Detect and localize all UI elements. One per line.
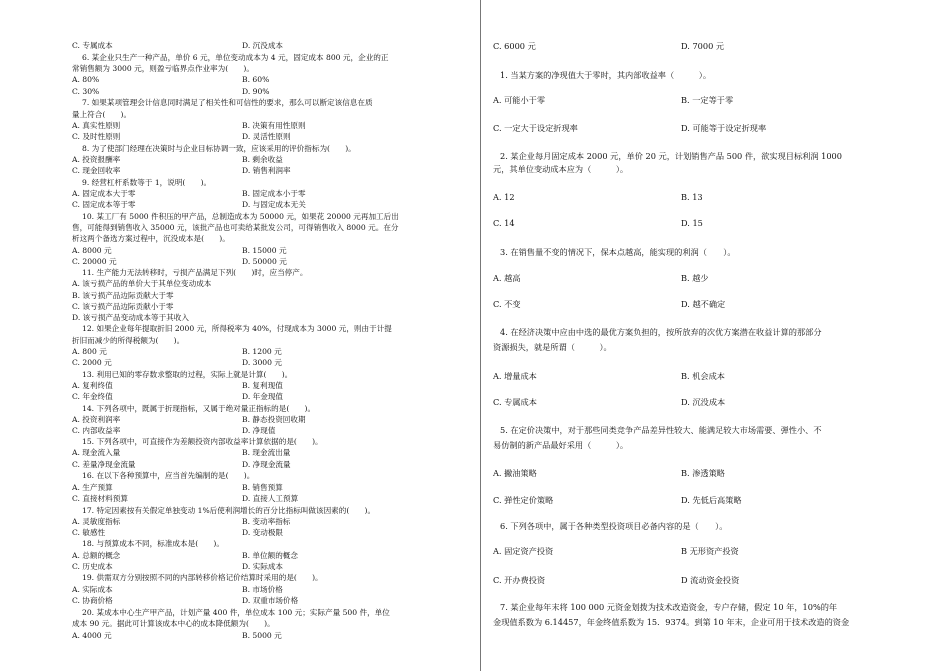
option-row: C. 及时性原则 xyxy=(72,132,121,141)
question-text: 14. 下列各项中，既属于折现指标，又属于绝对量正指标的是( )。 xyxy=(82,404,316,413)
option-row: C. 30% xyxy=(72,87,100,96)
question-text: 2. 某企业每月固定成本 2000 元，单价 20 元，计划销售产品 500 件，欲实现目标利润 1000 xyxy=(500,151,842,161)
option-row: A. 固定资产投资 xyxy=(493,546,554,556)
option-right: B. 60% xyxy=(242,75,270,84)
option-row: A. 复利终值 xyxy=(72,381,113,390)
option-row: A. 固定成本大于零 xyxy=(72,189,136,198)
option-row: A. 真实性原则 xyxy=(72,121,121,130)
question-text-continued: 易仿制的新产品最好采用（ ）。 xyxy=(493,440,629,450)
option-row: C. 专属成本 xyxy=(493,397,537,407)
option-right: D. 沉没成本 xyxy=(681,397,726,407)
option-right: D. 沉没成本 xyxy=(242,41,284,50)
option-row: C. 该亏损产品边际贡献小于零 xyxy=(72,302,174,311)
option-right: B. 单位额的概念 xyxy=(242,551,298,560)
option-row: C. 年金终值 xyxy=(72,392,113,401)
question-text-continued: 成本 90 元。据此可计算该成本中心的成本降低额为( )。 xyxy=(72,619,275,628)
option-right: D. 年金现值 xyxy=(242,392,284,401)
option-row: C. 差量净现金流量 xyxy=(72,460,136,469)
option-right: D. 越不确定 xyxy=(681,299,726,309)
option-row: A. 生产预算 xyxy=(72,483,113,492)
option-right: B. 变动率指标 xyxy=(242,517,291,526)
option-row: A. 4000 元 xyxy=(72,631,112,640)
question-text: 17. 特定因素按有关假定单独变动 1%后使利润增长的百分比指标叫做该因素的( )。 xyxy=(82,506,376,515)
question-text: 10. 某工厂有 5000 件积压的甲产品，总制造成本为 50000 元，如果花 20000 元再加工后出 xyxy=(82,212,399,221)
option-row: A. 该亏损产品的单价大于其单位变动成本 xyxy=(72,279,212,288)
option-right: D. 15 xyxy=(681,218,703,228)
right-column xyxy=(481,0,950,671)
option-row: A. 投资利润率 xyxy=(72,415,121,424)
option-row: C. 现金回收率 xyxy=(72,166,121,175)
option-right: B. 现金流出量 xyxy=(242,448,291,457)
option-row: C. 弹性定价策略 xyxy=(493,495,554,505)
option-right: D. 50000 元 xyxy=(242,257,287,266)
option-row: C. 20000 元 xyxy=(72,257,117,266)
option-row: C. 专属成本 xyxy=(72,41,113,50)
option-right: B. 5000 元 xyxy=(242,631,282,640)
option-row: A. 12 xyxy=(493,192,515,202)
question-text-continued: 折旧而减少的所得税额为( )。 xyxy=(72,336,185,345)
question-text: 1. 当某方案的净现值大于零时，其内部收益率（ ）。 xyxy=(500,70,712,80)
option-row: A. 灵敏度指标 xyxy=(72,517,121,526)
option-right: D. 直接人工预算 xyxy=(242,494,299,503)
option-right: D. 先低后高策略 xyxy=(681,495,742,505)
option-right: B 无形资产投资 xyxy=(681,546,739,556)
question-text-continued: 析这两个备选方案过程中，沉没成本是( )。 xyxy=(72,234,230,243)
option-row: A. 总额的概念 xyxy=(72,551,121,560)
option-row: C. 历史成本 xyxy=(72,562,113,571)
option-right: B. 一定等于零 xyxy=(681,95,734,105)
question-text: 6. 某企业只生产一种产品，单价 6 元，单位变动成本为 4 元，固定成本 800 元，企业的正 xyxy=(82,53,389,62)
option-right: D. 7000 元 xyxy=(681,41,725,51)
option-right: D. 变动极限 xyxy=(242,528,284,537)
option-row: C. 2000 元 xyxy=(72,358,112,367)
question-text: 15. 下列各项中，可直接作为差额投资内部收益率计算依据的是( )。 xyxy=(82,437,323,446)
option-right: D. 实际成本 xyxy=(242,562,284,571)
option-right: B. 渗透策略 xyxy=(681,468,725,478)
option-right: D. 净现值 xyxy=(242,426,276,435)
option-right: D 流动资金投资 xyxy=(681,575,740,585)
option-row: A. 可能小于零 xyxy=(493,95,546,105)
option-row: A. 8000 元 xyxy=(72,246,112,255)
question-text: 9. 经营杠杆系数等于 1，说明( )。 xyxy=(82,178,212,187)
question-text: 18. 与预算成本不同，标准成本是( )。 xyxy=(82,539,224,548)
option-row: C. 6000 元 xyxy=(493,41,536,51)
option-right: B. 15000 元 xyxy=(242,246,287,255)
question-text: 5. 在定价决策中，对于那些同类竞争产品差异性较大、能满足较大市场需要、弹性小、不 xyxy=(500,425,822,435)
option-row: A. 实际成本 xyxy=(72,585,113,594)
question-text: 4. 在经济决策中应由中选的最优方案负担的，按所放弃的次优方案潜在收益计算的那部分 xyxy=(500,327,822,337)
option-right: B. 市场价格 xyxy=(242,585,283,594)
question-text-continued: 金现值系数为 6.14457，年金终值系数为 15．9374。到第 10 年末，企业可用于技术改造的资金 xyxy=(493,617,850,627)
question-text: 6. 下列各项中，属于各种类型投资项目必备内容的是（ ）。 xyxy=(500,521,728,531)
question-text: 8. 为了使部门经理在决策时与企业目标协调一致，应该采用的评价指标为( )。 xyxy=(82,144,356,153)
option-right: D. 90% xyxy=(242,87,270,96)
question-text: 16. 在以下各种预算中，应当首先编制的是( )。 xyxy=(82,471,255,480)
option-right: B. 越少 xyxy=(681,273,709,283)
question-text-continued: 量上符合( )。 xyxy=(72,110,132,119)
option-row: A. 80% xyxy=(72,75,100,84)
option-row: A. 投资报酬率 xyxy=(72,155,121,164)
option-row: C. 内部收益率 xyxy=(72,426,121,435)
option-row: A. 撇油策略 xyxy=(493,468,537,478)
option-right: B. 1200 元 xyxy=(242,347,282,356)
question-text: 3. 在销售量不变的情况下，保本点越高，能实现的利润（ ）。 xyxy=(500,247,736,257)
option-right: B. 固定成本小于零 xyxy=(242,189,306,198)
option-right: D. 销售利润率 xyxy=(242,166,291,175)
option-row: D. 该亏损产品变动成本等于其收入 xyxy=(72,313,189,322)
option-row: C. 协商价格 xyxy=(72,596,113,605)
option-row: C. 开办费投资 xyxy=(493,575,546,585)
option-row: C. 14 xyxy=(493,218,515,228)
option-right: D. 3000 元 xyxy=(242,358,282,367)
option-right: D. 灵活性原则 xyxy=(242,132,291,141)
option-row: A. 800 元 xyxy=(72,347,107,356)
option-right: B. 静态投资回收期 xyxy=(242,415,306,424)
question-text-continued: 元，其单位变动成本应为（ ）。 xyxy=(493,164,629,174)
question-text-continued: 资源损失，就是所谓（ ）。 xyxy=(493,342,612,352)
option-row: C. 一定大于设定折现率 xyxy=(493,123,578,133)
option-right: D. 双重市场价格 xyxy=(242,596,299,605)
option-row: A. 越高 xyxy=(493,273,521,283)
option-row: C. 固定成本等于零 xyxy=(72,200,136,209)
question-text: 7. 某企业每年末将 100 000 元资金划拨为技术改造资金，专户存储，假定 10 年，10%的年 xyxy=(500,602,838,612)
question-text-continued: 常销售额为 3000 元，则盈亏临界点作业率为( )。 xyxy=(72,64,254,73)
option-right: B. 机会成本 xyxy=(681,371,725,381)
option-right: B. 复利现值 xyxy=(242,381,283,390)
option-right: B. 决策有用性原则 xyxy=(242,121,306,130)
option-row: B. 该亏损产品边际贡献大于零 xyxy=(72,291,174,300)
question-text: 19. 供需双方分别按照不同的内部转移价格记价结算时采用的是( )。 xyxy=(82,573,323,582)
option-row: A. 增量成本 xyxy=(493,371,537,381)
option-right: D. 与固定成本无关 xyxy=(242,200,306,209)
question-text: 7. 如果某项管理会计信息同时满足了相关性和可信性的要求，那么可以断定该信息在质 xyxy=(82,98,373,107)
option-right: D. 净现金流量 xyxy=(242,460,291,469)
question-text: 12. 如果企业每年提取折旧 2000 元，所得税率为 40%，付现成本为 3000 元，则由于计提 xyxy=(82,324,392,333)
option-right: B. 剩余收益 xyxy=(242,155,283,164)
option-row: C. 直接材料预算 xyxy=(72,494,128,503)
option-right: B. 13 xyxy=(681,192,703,202)
option-row: C. 敏感性 xyxy=(72,528,106,537)
option-row: C. 不变 xyxy=(493,299,521,309)
question-text: 13. 利用已知的零存数求整取的过程，实际上就是计算( )。 xyxy=(82,370,293,379)
question-text-continued: 售，可能得到销售收入 35000 元，该批产品也可卖给某批发公司，可得销售收入 8000 元。在分 xyxy=(72,223,399,232)
option-right: D. 可能等于设定折现率 xyxy=(681,123,767,133)
question-text: 11. 生产能力无法转移时，亏损产品满足下列( )时，应当停产。 xyxy=(82,268,308,277)
question-text: 20. 某成本中心生产甲产品，计划产量 400 件，单位成本 100 元；实际产量 500 件，单位 xyxy=(82,608,390,617)
option-right: B. 销售预算 xyxy=(242,483,283,492)
option-row: A. 现金流入量 xyxy=(72,448,121,457)
